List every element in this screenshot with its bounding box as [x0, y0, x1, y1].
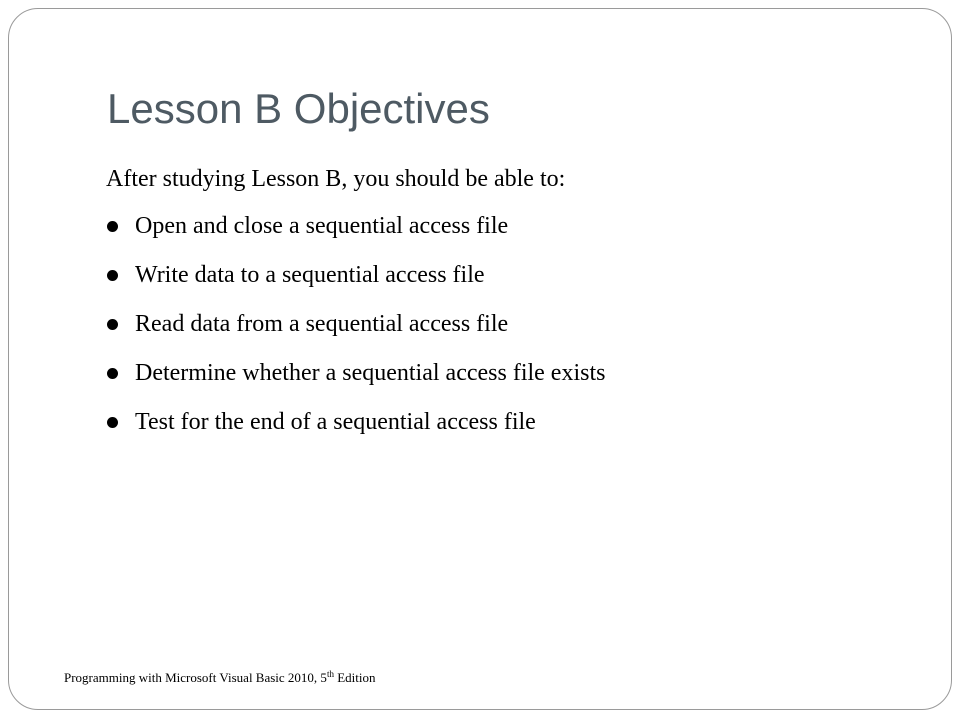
- list-item: [106, 207, 906, 256]
- list-item-text: Determine whether a sequential access file exists: [135, 360, 606, 386]
- bullet-icon: [107, 368, 118, 379]
- bullet-icon: [107, 417, 118, 428]
- slide-footer: [64, 670, 375, 686]
- slide-body: [106, 160, 906, 452]
- list-item-text: Test for the end of a sequential access file: [135, 409, 536, 435]
- slide-title: Lesson B Objectives: [107, 85, 490, 132]
- footer-superscript: th: [326, 669, 334, 679]
- list-item-text: Read data from a sequential access file: [135, 311, 509, 337]
- list-item: [106, 256, 906, 305]
- list-item: [106, 403, 906, 452]
- list-item-text: Write data to a sequential access file: [135, 262, 485, 288]
- bullet-icon: [107, 319, 118, 330]
- list-item-text: Open and close a sequential access file: [135, 213, 509, 239]
- bullet-icon: [107, 221, 118, 232]
- bullet-icon: [107, 270, 118, 281]
- list-item: [106, 354, 906, 403]
- footer-suffix: Edition: [333, 670, 376, 685]
- list-item: [106, 305, 906, 354]
- objectives-list: [106, 207, 906, 452]
- footer-text: Programming with Microsoft Visual Basic 2010, 5: [64, 670, 327, 685]
- intro-text: After studying Lesson B, you should be able to:: [106, 166, 566, 192]
